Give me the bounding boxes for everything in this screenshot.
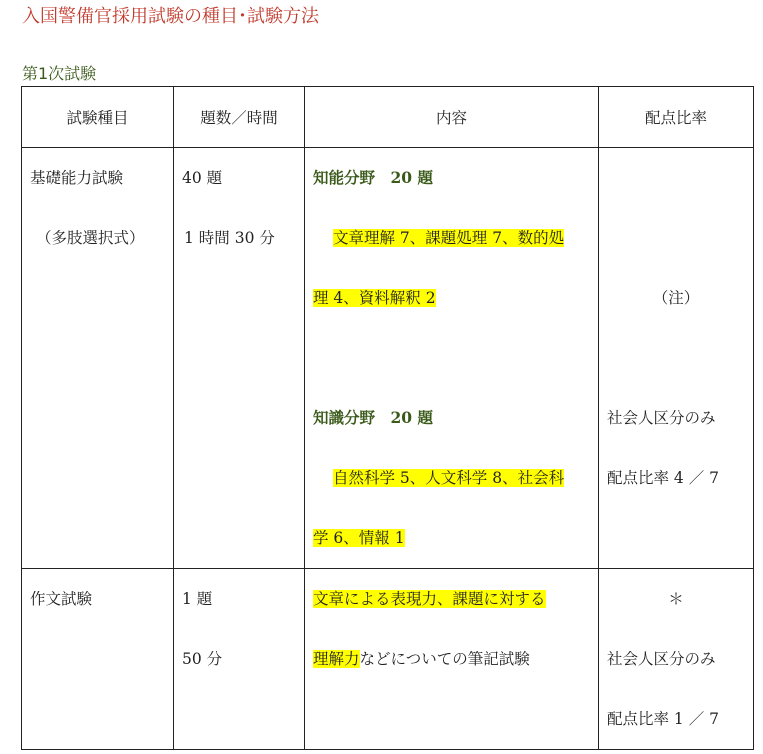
subject-method: （多肢選択式） (36, 229, 145, 247)
cell-count-time (174, 148, 305, 569)
ratio-value: 配点比率 4 ／ 7 (607, 469, 720, 487)
time-limit: 1 時間 30 分 (184, 229, 275, 247)
header-count-time: 題数／時間 (174, 87, 305, 148)
essay-detail-rest: などについての筆記試験 (359, 650, 530, 668)
page-title: 入国警備官採用試験の種目･試験方法 (22, 6, 319, 27)
subject-name: 基礎能力試験 (30, 169, 124, 187)
cell-ratio (599, 569, 754, 750)
table-header-row (22, 87, 754, 148)
ratio-value: 配点比率 1 ／ 7 (607, 710, 720, 728)
knowledge-detail-cont: 学 6、情報 1 (313, 529, 405, 547)
question-count: 40 題 (182, 169, 223, 187)
intelligence-detail: 文章理解 7、課題処理 7、数的処 (333, 229, 565, 247)
section-title: 第1次試験 (22, 64, 97, 83)
header-ratio: 配点比率 (599, 87, 754, 148)
table-row (22, 148, 754, 569)
ratio-scope: 社会人区分のみ (607, 650, 716, 668)
table-row (22, 569, 754, 750)
subject-name: 作文試験 (30, 590, 93, 608)
essay-detail-highlight: 理解力 (313, 650, 360, 668)
category-knowledge: 知識分野 20 題 (313, 408, 433, 427)
knowledge-detail: 自然科学 5、人文科学 8、社会科 (333, 469, 565, 487)
essay-detail: 文章による表現力、課題に対する (313, 590, 546, 608)
category-intelligence: 知能分野 20 題 (313, 168, 433, 187)
cell-subject (22, 148, 174, 569)
header-content: 内容 (305, 87, 599, 148)
cell-count-time (174, 569, 305, 750)
cell-content (305, 148, 599, 569)
cell-subject (22, 569, 174, 750)
ratio-scope: 社会人区分のみ (607, 409, 716, 427)
exam-table (21, 86, 754, 750)
cell-content (305, 569, 599, 750)
intelligence-detail-cont: 理 4、資料解釈 2 (313, 289, 436, 307)
header-subject: 試験種目 (22, 87, 174, 148)
cell-ratio (599, 148, 754, 569)
ratio-mark: ＊ (668, 590, 684, 608)
question-count: 1 題 (182, 590, 213, 608)
time-limit: 50 分 (182, 650, 223, 668)
ratio-note: （注） (652, 289, 700, 307)
